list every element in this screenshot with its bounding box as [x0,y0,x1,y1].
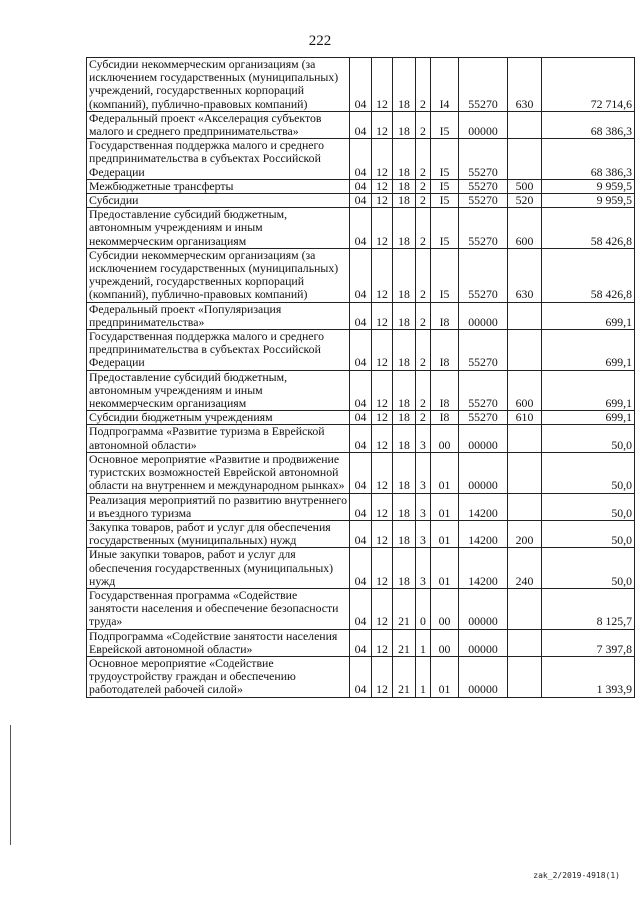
code-direction: 14200 [459,493,508,520]
code-subsection: 12 [372,452,393,493]
code-subprogram: 2 [416,411,431,425]
table-row [87,629,635,656]
row-amount: 58 426,8 [542,208,635,249]
code-subprogram: 2 [416,179,431,193]
row-amount: 7 397,8 [542,629,635,656]
code-program: 18 [393,370,416,411]
code-program: 18 [393,493,416,520]
code-event: I5 [431,139,459,180]
code-expense-type: 600 [508,370,542,411]
code-subsection: 12 [372,330,393,371]
code-section: 04 [350,194,372,208]
row-amount: 50,0 [542,452,635,493]
table-row [87,248,635,302]
code-event: I5 [431,111,459,138]
table-row [87,179,635,193]
code-direction: 55270 [459,411,508,425]
code-direction: 14200 [459,548,508,589]
table-row [87,194,635,208]
code-subprogram: 2 [416,139,431,180]
code-event: I5 [431,208,459,249]
code-expense-type [508,111,542,138]
row-name: Субсидии [87,194,350,208]
code-program: 18 [393,452,416,493]
code-program: 21 [393,629,416,656]
code-section: 04 [350,493,372,520]
code-subsection: 12 [372,248,393,302]
code-expense-type [508,452,542,493]
row-amount: 699,1 [542,411,635,425]
code-direction: 00000 [459,452,508,493]
table-row [87,493,635,520]
code-event: I8 [431,370,459,411]
code-program: 18 [393,411,416,425]
code-subsection: 12 [372,588,393,629]
row-amount: 8 125,7 [542,588,635,629]
row-amount: 72 714,6 [542,58,635,112]
code-direction: 00000 [459,425,508,452]
code-expense-type [508,139,542,180]
code-section: 04 [350,452,372,493]
code-direction: 55270 [459,58,508,112]
code-subprogram: 3 [416,493,431,520]
code-subsection: 12 [372,520,393,547]
code-subsection: 12 [372,139,393,180]
code-subprogram: 2 [416,58,431,112]
row-name: Подпрограмма «Развитие туризма в Еврейской автономной области» [87,425,350,452]
code-program: 18 [393,58,416,112]
row-amount: 68 386,3 [542,139,635,180]
code-program: 18 [393,194,416,208]
code-subsection: 12 [372,302,393,329]
code-expense-type [508,330,542,371]
row-name: Основное мероприятие «Содействие трудоустройству граждан и обеспечению работодателей рабочей силой» [87,656,350,697]
code-direction: 00000 [459,302,508,329]
row-amount: 9 959,5 [542,194,635,208]
code-section: 04 [350,520,372,547]
code-event: I4 [431,58,459,112]
code-event: I8 [431,302,459,329]
code-event: I5 [431,248,459,302]
table-row [87,370,635,411]
code-program: 18 [393,179,416,193]
table-row [87,588,635,629]
code-program: 18 [393,302,416,329]
code-subprogram: 3 [416,452,431,493]
code-event: 01 [431,520,459,547]
code-expense-type: 240 [508,548,542,589]
code-subsection: 12 [372,548,393,589]
code-subsection: 12 [372,208,393,249]
row-name: Субсидии некоммерческим организациям (за исключением государственных (муниципальных) учреждений, государственных корпораций (компаний), публично-правовых компаний) [87,248,350,302]
document-code: zak_2/2019-4918(1) [533,871,620,880]
code-subprogram: 2 [416,111,431,138]
code-direction: 00000 [459,656,508,697]
code-subprogram: 2 [416,194,431,208]
code-event: I8 [431,411,459,425]
code-expense-type: 630 [508,58,542,112]
code-direction: 55270 [459,179,508,193]
row-amount: 699,1 [542,302,635,329]
code-event: 01 [431,548,459,589]
code-direction: 55270 [459,370,508,411]
code-direction: 55270 [459,208,508,249]
code-subsection: 12 [372,425,393,452]
code-event: 01 [431,656,459,697]
code-expense-type [508,425,542,452]
code-section: 04 [350,656,372,697]
code-direction: 00000 [459,588,508,629]
code-section: 04 [350,179,372,193]
row-name: Субсидии некоммерческим организациям (за исключением государственных (муниципальных) учреждений, государственных корпораций (компаний), публично-правовых компаний) [87,58,350,112]
row-name: Основное мероприятие «Развитие и продвижение туристских возможностей Еврейской автономной области на внутреннем и международном рынках» [87,452,350,493]
code-program: 21 [393,656,416,697]
row-name: Государственная поддержка малого и среднего предпринимательства в субъектах Российской Федерации [87,139,350,180]
code-event: 01 [431,493,459,520]
code-direction: 00000 [459,629,508,656]
row-name: Закупка товаров, работ и услуг для обеспечения государственных (муниципальных) нужд [87,520,350,547]
code-section: 04 [350,629,372,656]
row-name: Предоставление субсидий бюджетным, автономным учреждениям и иным некоммерческим организациям [87,370,350,411]
row-amount: 50,0 [542,548,635,589]
table-row [87,520,635,547]
code-program: 18 [393,248,416,302]
code-subprogram: 3 [416,520,431,547]
code-subprogram: 0 [416,588,431,629]
code-subsection: 12 [372,370,393,411]
code-expense-type: 610 [508,411,542,425]
code-subprogram: 2 [416,370,431,411]
code-section: 04 [350,58,372,112]
table-row [87,330,635,371]
table-row [87,452,635,493]
code-event: 01 [431,452,459,493]
code-subprogram: 2 [416,302,431,329]
code-section: 04 [350,139,372,180]
table-row [87,302,635,329]
code-program: 18 [393,548,416,589]
code-program: 18 [393,111,416,138]
code-subsection: 12 [372,493,393,520]
row-name: Реализация мероприятий по развитию внутреннего и въездного туризма [87,493,350,520]
code-section: 04 [350,588,372,629]
code-subsection: 12 [372,179,393,193]
code-program: 21 [393,588,416,629]
row-amount: 699,1 [542,330,635,371]
table-row [87,411,635,425]
code-event: 00 [431,425,459,452]
code-section: 04 [350,548,372,589]
row-name: Государственная программа «Содействие занятости населения и обеспечение безопасности труда» [87,588,350,629]
code-subsection: 12 [372,656,393,697]
code-subprogram: 1 [416,629,431,656]
code-subsection: 12 [372,58,393,112]
code-expense-type [508,493,542,520]
code-direction: 55270 [459,248,508,302]
code-event: I5 [431,179,459,193]
row-amount: 50,0 [542,493,635,520]
code-section: 04 [350,330,372,371]
code-subprogram: 2 [416,330,431,371]
code-event: 00 [431,629,459,656]
row-amount: 58 426,8 [542,248,635,302]
code-section: 04 [350,111,372,138]
code-expense-type [508,656,542,697]
code-expense-type [508,588,542,629]
table-row [87,139,635,180]
table-row [87,111,635,138]
code-subprogram: 3 [416,425,431,452]
code-subsection: 12 [372,194,393,208]
code-program: 18 [393,330,416,371]
row-amount: 9 959,5 [542,179,635,193]
row-name: Подпрограмма «Содействие занятости населения Еврейской автономной области» [87,629,350,656]
code-section: 04 [350,425,372,452]
code-subsection: 12 [372,629,393,656]
budget-table [86,57,635,698]
code-event: I5 [431,194,459,208]
row-name: Иные закупки товаров, работ и услуг для обеспечения государственных (муниципальных) нужд [87,548,350,589]
code-subprogram: 3 [416,548,431,589]
code-event: I8 [431,330,459,371]
code-section: 04 [350,370,372,411]
code-program: 18 [393,139,416,180]
row-amount: 1 393,9 [542,656,635,697]
code-expense-type [508,629,542,656]
code-direction: 55270 [459,139,508,180]
row-amount: 699,1 [542,370,635,411]
code-section: 04 [350,248,372,302]
code-program: 18 [393,208,416,249]
code-expense-type: 630 [508,248,542,302]
table-row [87,548,635,589]
page-number: 222 [308,33,332,49]
code-subsection: 12 [372,111,393,138]
table-row [87,208,635,249]
row-name: Государственная поддержка малого и среднего предпринимательства в субъектах Российской Федерации [87,330,350,371]
code-subprogram: 2 [416,208,431,249]
code-section: 04 [350,411,372,425]
row-name: Федеральный проект «Акселерация субъектов малого и среднего предпринимательства» [87,111,350,138]
code-section: 04 [350,208,372,249]
row-name: Предоставление субсидий бюджетным, автономным учреждениям и иным некоммерческим организациям [87,208,350,249]
code-expense-type [508,302,542,329]
code-subprogram: 2 [416,248,431,302]
code-direction: 55270 [459,194,508,208]
code-direction: 14200 [459,520,508,547]
row-name: Федеральный проект «Популяризация предпринимательства» [87,302,350,329]
code-expense-type: 500 [508,179,542,193]
code-expense-type: 200 [508,520,542,547]
code-program: 18 [393,520,416,547]
row-amount: 50,0 [542,520,635,547]
table-row [87,425,635,452]
code-subprogram: 1 [416,656,431,697]
code-expense-type: 520 [508,194,542,208]
code-subsection: 12 [372,411,393,425]
table-row [87,656,635,697]
row-amount: 50,0 [542,425,635,452]
code-event: 00 [431,588,459,629]
code-section: 04 [350,302,372,329]
table-row [87,58,635,112]
code-direction: 55270 [459,330,508,371]
code-direction: 00000 [459,111,508,138]
code-program: 18 [393,425,416,452]
row-name: Субсидии бюджетным учреждениям [87,411,350,425]
code-expense-type: 600 [508,208,542,249]
row-name: Межбюджетные трансферты [87,179,350,193]
margin-line [10,725,11,845]
row-amount: 68 386,3 [542,111,635,138]
